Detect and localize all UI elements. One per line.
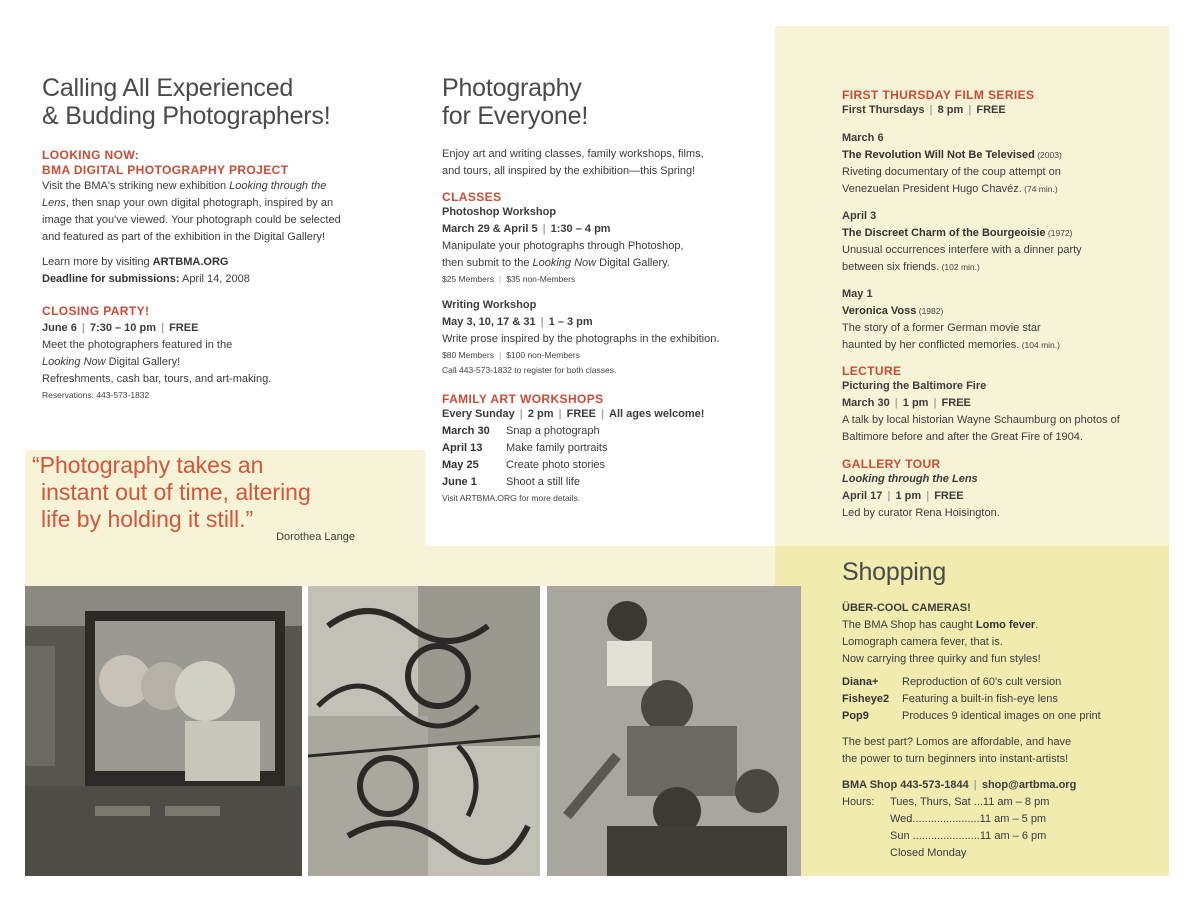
learn-more: Learn more by visiting ARTBMA.ORG Deadline for submissions: April 14, 2008 (42, 256, 250, 285)
project-title: BMA DIGITAL PHOTOGRAPHY PROJECT (42, 163, 289, 177)
gallery-tour-name: Looking through the Lens (842, 473, 978, 485)
closing-party-title: CLOSING PARTY! (42, 304, 150, 318)
photoshop-price: $25 Members | $35 non-Members (442, 274, 576, 284)
left-column (42, 74, 412, 403)
shop-email-link[interactable]: shop@artbma.org (981, 779, 1077, 791)
left-heading-line2: & Budding Photographers! (42, 102, 331, 130)
best-part: The best part? Lomos are affordable, and have the power to turn beginners into instant-artists! (842, 736, 1072, 765)
left-heading-line1: Calling All Experienced (42, 74, 294, 102)
cameras-intro: The BMA Shop has caught Lomo fever. Lomograph camera fever, that is. Now carrying three quirky and fun styles! (842, 619, 1041, 665)
quote-text: “Photography takes an instant out of time, altering life by holding it still.” (32, 452, 311, 532)
lecture-name: Picturing the Baltimore Fire (842, 380, 987, 392)
photo-human-pyramid-image (547, 586, 801, 876)
writing-title: Writing Workshop (442, 299, 537, 311)
film-item: March 6 The Revolution Will Not Be Televised (2003) Riveting documentary of the coup attempt on Venezuelan President Hugo Chavéz. (74 min.) (842, 132, 1062, 195)
photoshop-description: Manipulate your photographs through Photoshop, then submit to the Looking Now Digital Gallery. (442, 240, 684, 269)
writing-dates: May 3, 10, 17 & 31 | 1 – 3 pm (442, 316, 593, 328)
list-item: Diana+ Reproduction of 60's cult version (842, 676, 1062, 688)
list-item: Pop9 Produces 9 identical images on one print (842, 710, 1101, 722)
shopping-section (842, 558, 1162, 862)
reservations: Reservations: 443-573-1832 (42, 390, 150, 400)
photoshop-title: Photoshop Workshop (442, 206, 557, 218)
film-series-title: FIRST THURSDAY FILM SERIES (842, 88, 1035, 102)
family-visit: Visit ARTBMA.ORG for more details. (442, 493, 581, 503)
photo-human-pyramid (547, 586, 801, 876)
gallery-tour-description: Led by curator Rena Hoisington. (842, 507, 1000, 519)
writing-description: Write prose inspired by the photographs in the exhibition. (442, 333, 720, 345)
gallery-tour-title: GALLERY TOUR (842, 457, 941, 471)
list-item: May 25 Create photo stories (442, 459, 606, 471)
shop-hours: Hours: Tues, Thurs, Sat ...11 am – 8 pm Wed......................11 am – 5 pm Sun ......................11 am – 6 pm Closed Monday (842, 796, 1050, 859)
right-column (842, 88, 1162, 522)
family-schedule (442, 423, 762, 491)
left-heading (42, 74, 412, 130)
cameras-title: ÜBER-COOL CAMERAS! (842, 602, 971, 614)
middle-heading: Photography for Everyone! (442, 74, 589, 130)
lecture-description: A talk by local historian Wayne Schaumburg on photos of Baltimore before and after the Great Fire of 1904. (842, 414, 1120, 443)
middle-intro: Enjoy art and writing classes, family workshops, films, and tours, all inspired by the exhibition—this Spring! (442, 148, 704, 177)
lecture-when: March 30 | 1 pm | FREE (842, 397, 971, 409)
photo-ironwork-street (308, 586, 540, 876)
list-item: April 13 Make family portraits (442, 442, 608, 454)
quote-block (32, 452, 412, 546)
lecture-title: LECTURE (842, 364, 902, 378)
gallery-tour-when: April 17 | 1 pm | FREE (842, 490, 964, 502)
classes-title: CLASSES (442, 190, 502, 204)
project-description: Visit the BMA's striking new exhibition Looking through the Lens, then snap your own digital photograph, inspired by an image that you've viewed. Your photograph could be selected and featured as part of the exhibition in the Digital Gallery! (42, 180, 341, 243)
list-item: March 30 Snap a photograph (442, 425, 600, 437)
closing-party-description: Meet the photographers featured in the Looking Now Digital Gallery! Refreshments, cash bar, tours, and art-making. (42, 339, 272, 385)
center-strip-background (425, 546, 775, 586)
film-series-when: First Thursdays | 8 pm | FREE (842, 104, 1006, 116)
film-item: May 1 Veronica Voss (1982) The story of a former German movie star haunted by her conflicted memories. (104 min.) (842, 288, 1060, 351)
family-title: FAMILY ART WORKSHOPS (442, 392, 604, 406)
closing-party-details: June 6 | 7:30 – 10 pm | FREE (42, 322, 199, 334)
camera-list (842, 674, 1162, 725)
artbma-link[interactable]: ARTBMA.ORG (152, 256, 229, 268)
list-item: June 1 Shoot a still life (442, 476, 580, 488)
photo-boys-in-car-image (25, 586, 302, 876)
photo-boys-in-car (25, 586, 302, 876)
shopping-heading: Shopping (842, 558, 947, 586)
looking-now-label: LOOKING NOW: (42, 148, 140, 162)
shop-contact: BMA Shop 443-573-1844 | shop@artbma.org (842, 779, 1077, 791)
photoshop-dates: March 29 & April 5 | 1:30 – 4 pm (442, 223, 611, 235)
middle-column (442, 74, 762, 506)
photo-ironwork-street-image (308, 586, 540, 876)
writing-price: $80 Members | $100 non-Members (442, 350, 580, 360)
quote-author: Dorothea Lange (276, 531, 355, 543)
list-item: Fisheye2 Featuring a built-in fish-eye lens (842, 693, 1058, 705)
film-item: April 3 The Discreet Charm of the Bourgeoisie (1972) Unusual occurrences interfere with a dinner party between six friends. (102 min.) (842, 210, 1082, 273)
register-note: Call 443-573-1832 to register for both classes. (442, 365, 617, 375)
family-when: Every Sunday | 2 pm | FREE | All ages welcome! (442, 408, 705, 420)
